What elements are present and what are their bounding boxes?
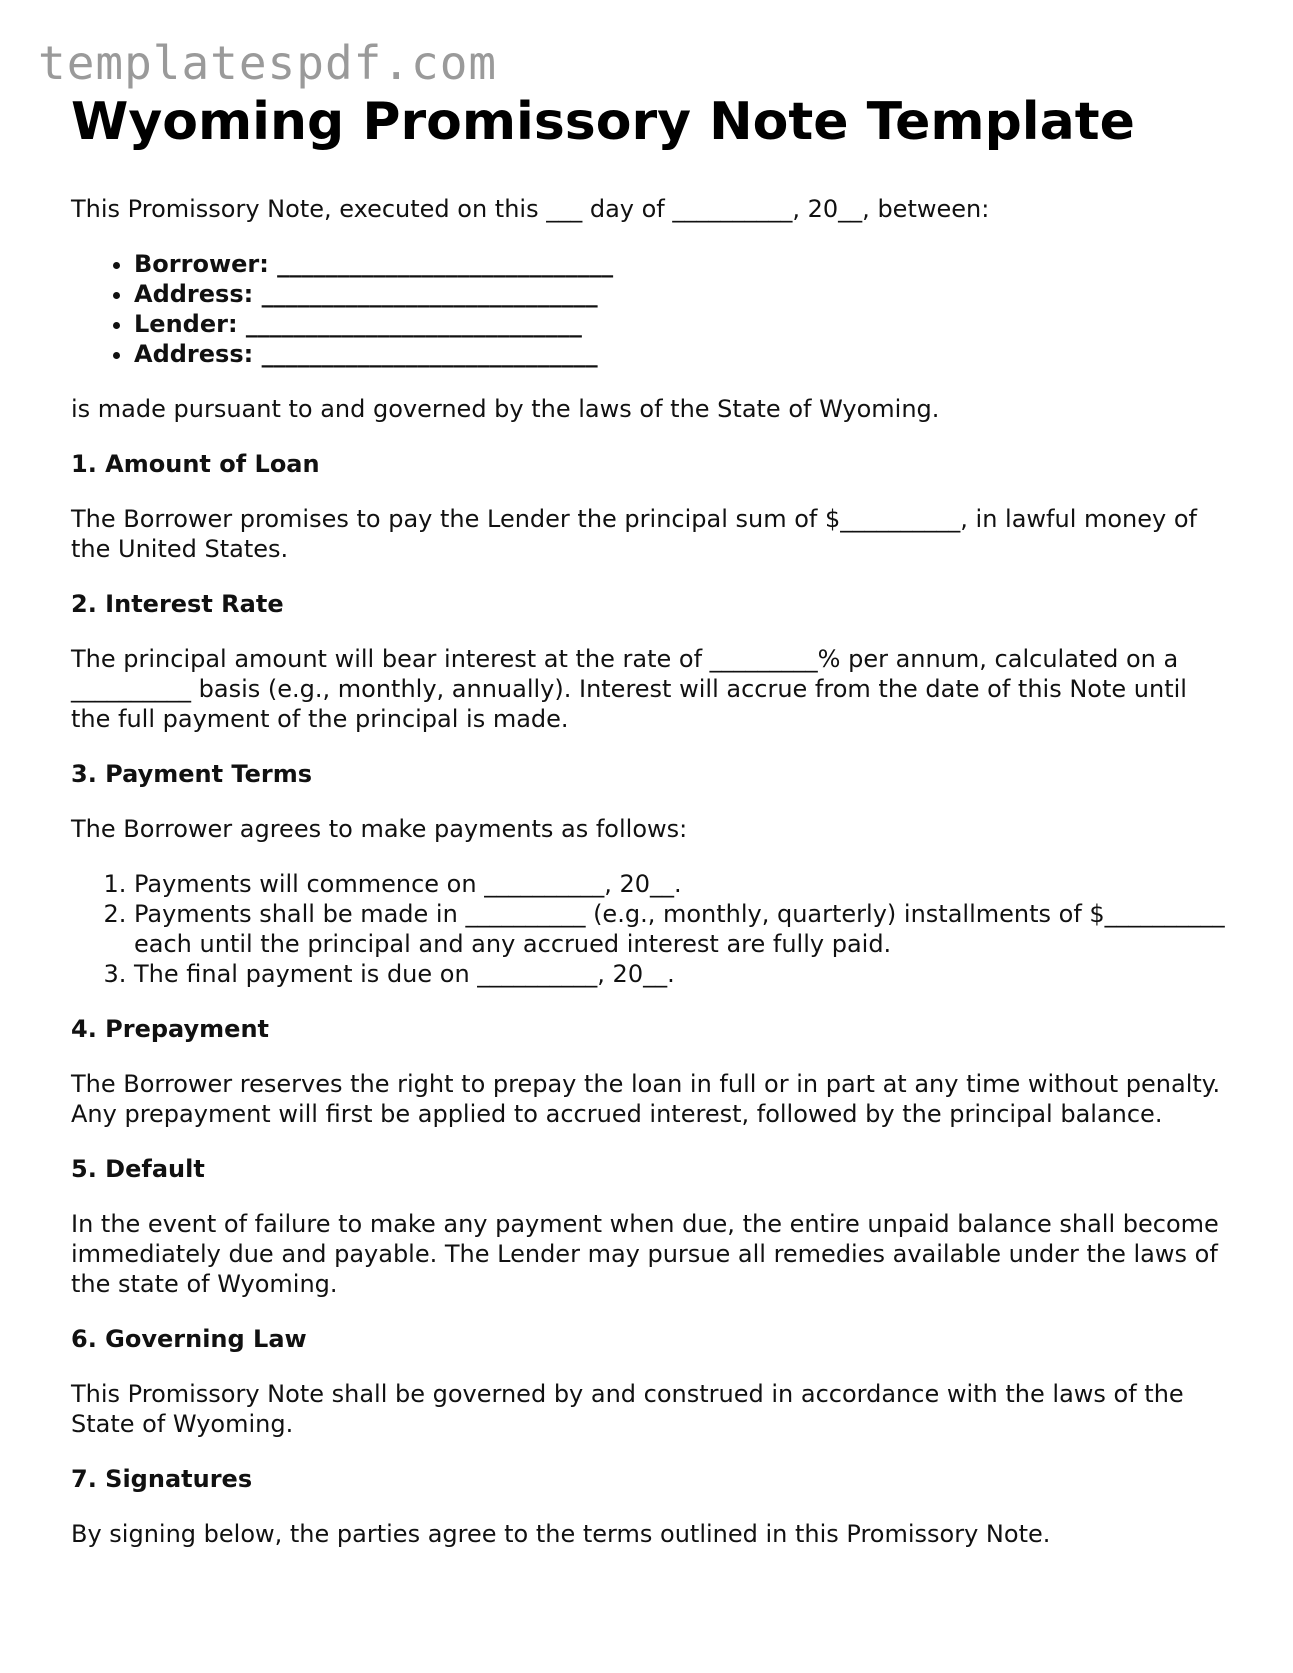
section-heading-prepayment: 4. Prepayment xyxy=(71,1015,269,1043)
section-body-default: In the event of failure to make any payment when due, the entire unpaid balance shall become immediately due and payable. The Lender may pursue all remedies available under the laws of the state of Wyoming. xyxy=(71,1210,1219,1298)
payment-terms-list xyxy=(71,869,1231,989)
governed-statement: is made pursuant to and governed by the laws of the State of Wyoming. xyxy=(71,395,940,423)
party-borrower: • Borrower: ____________________________ xyxy=(134,249,1231,279)
section-body-signatures: By signing below, the parties agree to the terms outlined in this Promissory Note. xyxy=(71,1520,1051,1548)
document-body xyxy=(71,88,1231,1574)
section-body-prepayment: The Borrower reserves the right to prepay the loan in full or in part at any time without penalty. Any prepayment will first be applied to accrued interest, followed by the principal balance. xyxy=(71,1070,1221,1128)
party-lender-address: • Address: ____________________________ xyxy=(134,339,1231,369)
section-body-interest: The principal amount will bear interest at the rate of _________% per annum, calculated on a __________ basis (e.g., monthly, annually). Interest will accrue from the date of this Note until the full payment of the principal is made. xyxy=(71,645,1187,733)
section-heading-default: 5. Default xyxy=(71,1155,205,1183)
intro-paragraph: This Promissory Note, executed on this ___ day of __________, 20__, between: xyxy=(71,195,990,223)
watermark-logo: templatespdf.com xyxy=(38,36,498,90)
payment-term-item: 1. Payments will commence on __________, 20__. xyxy=(134,869,1231,899)
section-body-payment: The Borrower agrees to make payments as follows: xyxy=(71,815,688,843)
parties-list xyxy=(71,249,1231,369)
section-body-amount: The Borrower promises to pay the Lender the principal sum of $__________, in lawful money of the United States. xyxy=(71,505,1197,563)
section-heading-interest: 2. Interest Rate xyxy=(71,590,284,618)
payment-term-item: 2. Payments shall be made in __________ (e.g., monthly, quarterly) installments of $__________ each until the principal and any accrued interest are fully paid. xyxy=(134,899,1231,959)
section-heading-payment: 3. Payment Terms xyxy=(71,760,313,788)
section-heading-signatures: 7. Signatures xyxy=(71,1465,253,1493)
section-heading-amount: 1. Amount of Loan xyxy=(71,450,320,478)
document-title: Wyoming Promissory Note Template xyxy=(71,92,1135,152)
party-borrower-address: • Address: ____________________________ xyxy=(134,279,1231,309)
section-heading-law: 6. Governing Law xyxy=(71,1325,307,1353)
section-body-law: This Promissory Note shall be governed by and construed in accordance with the laws of the State of Wyoming. xyxy=(71,1380,1184,1438)
party-lender: • Lender: ____________________________ xyxy=(134,309,1231,339)
payment-term-item: 3. The final payment is due on __________, 20__. xyxy=(134,959,1231,989)
